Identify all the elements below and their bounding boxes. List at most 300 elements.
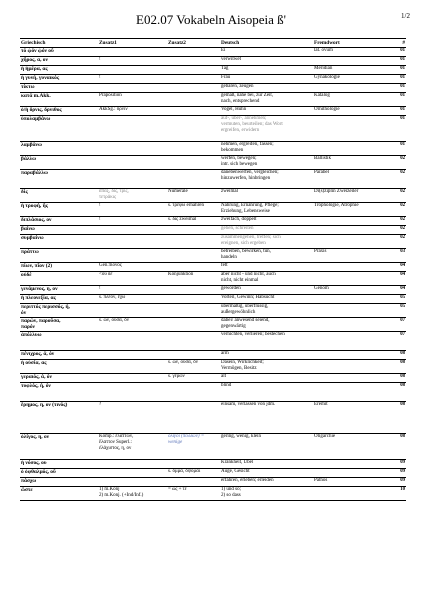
deutsch-text: fett: [221, 263, 228, 268]
zusatz1-text: ?: [99, 402, 102, 407]
zusatz2-cell: [167, 226, 220, 235]
zusatz1-cell: [98, 170, 167, 189]
greek-word-text: περιττός περισσός, ή,: [21, 304, 70, 310]
fremdwort-text: Ornithologie: [314, 107, 340, 112]
deutsch-cell: [220, 249, 313, 263]
zusatz1-cell: [98, 332, 167, 351]
deutsch-cell: [220, 263, 313, 272]
deutsch-cell: [220, 57, 313, 66]
zusatz2-cell: [167, 295, 220, 304]
row-number-cell: 01: [397, 48, 406, 57]
table-row: [20, 332, 406, 351]
row-number-cell: 08: [397, 351, 406, 360]
greek-word-cell: [20, 203, 98, 217]
row-number-cell: 02: [397, 156, 406, 170]
greek-word-text: ὀλίγος, η, ον: [21, 434, 50, 440]
fremdwort-cell: [313, 217, 397, 226]
deutsch-cell: [220, 469, 313, 478]
greek-word-cell: [20, 402, 98, 434]
table-row: [20, 469, 406, 478]
table-row: [20, 487, 406, 501]
greek-word-text: πάσχω: [21, 478, 37, 484]
fremdwort-cell: [313, 263, 397, 272]
column-header-deutsch: Deutsch: [220, 39, 313, 48]
row-number-cell: 04: [397, 272, 406, 286]
deutsch-text: außergewöhnlich: [221, 310, 256, 316]
table-row: [20, 66, 406, 75]
greek-word-text: συμβαίνω: [21, 235, 44, 241]
greek-word-cell: [20, 107, 98, 116]
table-row: [20, 226, 406, 235]
fremdwort-text: Oligarchie: [314, 434, 336, 439]
zusatz1-text: 1) m.Konj: [99, 487, 120, 492]
deutsch-cell: [220, 332, 313, 351]
zusatz1-cell: [98, 249, 167, 263]
row-number-cell: 01: [397, 107, 406, 116]
greek-word-text: λαμβάνω: [21, 142, 42, 148]
zusatz1-text: 2) m.Konj. (+Ind/Inf.): [99, 493, 144, 499]
zusatz2-text: s. ὄμμα, ὄψομαι: [168, 469, 201, 474]
greek-word-cell: [20, 226, 98, 235]
deutsch-text: zusammengehen, treffen; sich: [221, 235, 281, 240]
zusatz1-text: !: [99, 203, 101, 208]
deutsch-cell: [220, 203, 313, 217]
deutsch-text: 1) und so;: [221, 487, 241, 492]
deutsch-text: gegenwärtig: [221, 324, 246, 330]
deutsch-cell: [220, 217, 313, 226]
deutsch-text: nach, entsprechend: [221, 99, 260, 105]
deutsch-text: blind: [221, 383, 232, 388]
zusatz1-text: Komp.: ἐλάττων,: [99, 434, 134, 439]
greek-word-cell: [20, 57, 98, 66]
deutsch-cell: [220, 142, 313, 156]
deutsch-text: ereignen, sich ergeben: [221, 241, 266, 247]
zusatz1-cell: [98, 318, 167, 332]
greek-word-text: γενάμενος, η, ον: [21, 286, 58, 292]
row-number-cell: 03: [397, 249, 406, 263]
fremdwort-text: Trophologie, Atrophie: [314, 203, 359, 208]
row-number-cell: 09: [397, 478, 406, 487]
table-row: [20, 460, 406, 469]
table-row: [20, 374, 406, 383]
greek-word-cell: [20, 304, 98, 318]
zusatz1-cell: [98, 142, 167, 156]
fremdwort-cell: [313, 434, 397, 460]
zusatz2-cell: [167, 93, 220, 107]
deutsch-text: gering, wenig, klein: [221, 434, 261, 439]
zusatz1-cell: [98, 263, 167, 272]
zusatz2-cell: [167, 304, 220, 318]
greek-word-cell: [20, 469, 98, 478]
greek-word-text: κατά m.Akk.: [21, 93, 51, 99]
zusatz1-cell: [98, 434, 167, 460]
deutsch-text: betreiben, bewirken, tun,: [221, 249, 271, 254]
greek-word-cell: [20, 351, 98, 360]
greek-word-text: πράττω: [21, 249, 39, 255]
deutsch-text: auf-, über-, annehmen;: [221, 116, 267, 121]
greek-word-text: τό ᾠόν ᾠόν οὗ: [21, 48, 54, 54]
zusatz2-cell: [167, 48, 220, 57]
fremdwort-cell: [313, 203, 397, 217]
deutsch-text: gemäß, nahe bei, zur Zeit,: [221, 93, 274, 98]
deutsch-text: Dasein, Wirklichkeit;: [221, 360, 264, 365]
fremdwort-text: Katalog: [314, 93, 330, 98]
fremdwort-text: Parabel: [314, 170, 329, 175]
zusatz1-text: ἐλάχιστος, η, ον: [99, 446, 132, 452]
fremdwort-cell: [313, 235, 397, 249]
greek-word-text: δίς: [21, 189, 28, 195]
table-row: [20, 107, 406, 116]
deutsch-text: Auge, Gesicht: [221, 469, 250, 474]
row-number-cell: 07: [397, 318, 406, 332]
column-header-fremdwort: Fremdwort: [313, 39, 397, 48]
greek-word-cell: [20, 374, 98, 383]
fremdwort-text: lat. ovum: [314, 48, 333, 53]
deutsch-text: erfahren, erleben; erleiden: [221, 478, 274, 483]
greek-word-cell: [20, 170, 98, 189]
deutsch-text: werfen, bewegen;: [221, 156, 257, 161]
table-row: [20, 48, 406, 57]
row-number-cell: 02: [397, 217, 406, 226]
greek-word-cell: [20, 189, 98, 203]
deutsch-text: arm: [221, 351, 229, 356]
greek-word-cell: [20, 478, 98, 487]
fremdwort-cell: [313, 351, 397, 360]
deutsch-cell: [220, 84, 313, 93]
table-row: [20, 263, 406, 272]
zusatz1-text: ἅπαξ, δίς, τρίς,: [99, 189, 129, 194]
zusatz2-text: Numerale: [168, 189, 188, 194]
zusatz1-cell: [98, 235, 167, 249]
zusatz1-cell: [98, 351, 167, 360]
greek-word-text: ἡ τροφή, ῆς: [21, 203, 48, 209]
fremdwort-text: Gynäkologie: [314, 75, 340, 80]
greek-word-text: ὁ/ἡ ὄρνις, ὄρνιθος: [21, 107, 62, 113]
row-number-cell: 10: [397, 487, 406, 501]
zusatz1-cell: [98, 48, 167, 57]
greek-word-text: οὐδέ: [21, 272, 32, 278]
greek-word-cell: [20, 272, 98, 286]
row-number-cell: 05: [397, 295, 406, 304]
table-row: [20, 203, 406, 217]
fremdwort-text: Pathos: [314, 478, 328, 483]
greek-word-text: χῆρος, α, ον: [21, 57, 48, 63]
row-number-cell: 08: [397, 360, 406, 374]
zusatz2-cell: [167, 434, 220, 460]
fremdwort-cell: [313, 142, 397, 156]
deutsch-text: Vogel, Huhn: [221, 107, 247, 112]
deutsch-cell: [220, 107, 313, 116]
zusatz1-cell: [98, 203, 167, 217]
fremdwort-text: Meridian: [314, 66, 333, 71]
zusatz1-text: ἔλαττον Superl.:: [99, 440, 132, 446]
deutsch-text: nicht, nicht einmal: [221, 278, 259, 284]
deutsch-text: gebären, zeugen: [221, 84, 254, 89]
deutsch-cell: [220, 487, 313, 501]
deutsch-cell: [220, 272, 313, 286]
zusatz2-cell: [167, 75, 220, 84]
deutsch-cell: [220, 460, 313, 469]
table-row: [20, 434, 406, 460]
zusatz1-text: s. ὤν, οὖσα, ὄν: [99, 318, 130, 323]
zusatz2-cell: [167, 66, 220, 75]
deutsch-text: Tag: [221, 66, 229, 71]
fremdwort-cell: [313, 360, 397, 374]
zusatz1-cell: [98, 478, 167, 487]
table-row: [20, 383, 406, 402]
row-number-cell: 01: [397, 93, 406, 107]
deutsch-text: 2) so dass: [221, 493, 241, 499]
row-number-cell: 01: [397, 84, 406, 93]
zusatz1-text: s. πλέον, ἔχω: [99, 295, 126, 300]
zusatz2-cell: [167, 469, 220, 478]
zusatz2-text: s. τρέφω ernähren: [168, 203, 204, 208]
deutsch-text: nehmen, ergreifen, fassen;: [221, 142, 274, 147]
fremdwort-cell: [313, 75, 397, 84]
table-row: [20, 402, 406, 434]
zusatz1-text: τετράκις: [99, 195, 117, 201]
fremdwort-cell: [313, 107, 397, 116]
zusatz2-cell: [167, 460, 220, 469]
fremdwort-cell: [313, 469, 397, 478]
deutsch-text: hinzuwerfen, hinbringen: [221, 176, 271, 182]
zusatz2-cell: [167, 487, 220, 501]
zusatz2-cell: [167, 374, 220, 383]
fremdwort-cell: [313, 295, 397, 304]
fremdwort-cell: [313, 478, 397, 487]
deutsch-cell: [220, 295, 313, 304]
row-number-cell: 04: [397, 263, 406, 272]
table-row: [20, 249, 406, 263]
fremdwort-cell: [313, 374, 397, 383]
table-row: [20, 360, 406, 374]
zusatz1-text: Präposition: [99, 93, 122, 98]
greek-word-text: ἡ νόσος, ου: [21, 460, 47, 466]
greek-word-text: ἡ ἡμέρα, ας: [21, 66, 48, 72]
deutsch-text: vernichten, verlieren; bestechen: [221, 332, 285, 337]
table-row: [20, 318, 406, 332]
deutsch-text: Vorteil, Gewinn; Habsucht: [221, 295, 275, 300]
zusatz1-text: AkkSg.: ὄρνιν: [99, 107, 128, 112]
fremdwort-cell: [313, 84, 397, 93]
greek-word-text: πένιχρος, ά, όν: [21, 351, 55, 357]
greek-word-text: ἡ γυνή, γυναικός: [21, 75, 60, 81]
table-row: [20, 116, 406, 142]
column-header-number: #: [397, 39, 406, 48]
zusatz2-cell: [167, 351, 220, 360]
zusatz2-cell: [167, 383, 220, 402]
vocabulary-body: [20, 48, 406, 501]
deutsch-text: bekommen: [221, 148, 244, 154]
greek-word-text: τυφλός, ή, όν: [21, 383, 51, 389]
row-number-cell: 08: [397, 434, 406, 460]
greek-word-cell: [20, 286, 98, 295]
zusatz1-cell: [98, 107, 167, 116]
greek-word-text: γεραιός, ά, όν: [21, 374, 52, 380]
deutsch-text: dabei/ anwesend seiend,: [221, 318, 270, 323]
zusatz1-cell: [98, 93, 167, 107]
table-row: [20, 478, 406, 487]
table-row: [20, 84, 406, 93]
greek-word-cell: [20, 75, 98, 84]
table-row: [20, 272, 406, 286]
zusatz2-cell: [167, 189, 220, 203]
greek-word-cell: [20, 434, 98, 460]
column-header-zusatz1: Zusatz1: [98, 39, 167, 48]
fremdwort-cell: [313, 249, 397, 263]
greek-word-cell: [20, 84, 98, 93]
greek-word-text: ἔρημος, η, ον (τινός): [21, 402, 68, 408]
greek-word-cell: [20, 263, 98, 272]
zusatz2-cell: [167, 263, 220, 272]
row-number-cell: 01: [397, 142, 406, 156]
row-number-cell: 01: [397, 116, 406, 142]
deutsch-text: verwitwet: [221, 57, 241, 62]
row-number-cell: 01: [397, 75, 406, 84]
zusatz1-text: <οὐ δέ: [99, 272, 113, 277]
fremdwort-cell: [313, 304, 397, 318]
fremdwort-cell: [313, 57, 397, 66]
zusatz1-cell: [98, 304, 167, 318]
column-header-zusatz2: Zusatz2: [167, 39, 220, 48]
row-number-cell: 05: [397, 304, 406, 318]
zusatz2-cell: [167, 360, 220, 374]
zusatz2-cell: [167, 142, 220, 156]
zusatz2-cell: [167, 478, 220, 487]
zusatz1-cell: [98, 57, 167, 66]
zusatz2-cell: [167, 318, 220, 332]
deutsch-text: handeln: [221, 255, 237, 261]
zusatz1-cell: [98, 374, 167, 383]
greek-word-cell: [20, 249, 98, 263]
deutsch-text: zweimal: [221, 189, 238, 194]
deutsch-cell: [220, 170, 313, 189]
table-row: [20, 295, 406, 304]
deutsch-text: alt: [221, 374, 226, 379]
zusatz2-cell: [167, 107, 220, 116]
greek-word-cell: [20, 318, 98, 332]
table-row: [20, 286, 406, 295]
deutsch-text: Erziehung, Lebensweise: [221, 209, 270, 215]
deutsch-cell: [220, 116, 313, 142]
zusatz2-cell: [167, 170, 220, 189]
zusatz1-cell: [98, 217, 167, 226]
row-number-cell: 08: [397, 374, 406, 383]
zusatz2-cell: [167, 116, 220, 142]
fremdwort-cell: [313, 93, 397, 107]
greek-word-text: τίκτω: [21, 84, 35, 90]
greek-word-text: ὑπολαμβάνω: [21, 116, 51, 122]
fremdwort-cell: [313, 66, 397, 75]
greek-word-cell: [20, 116, 98, 142]
deutsch-text: einsam, verlassen von jdm.: [221, 402, 276, 407]
row-number-cell: 08: [397, 402, 406, 434]
fremdwort-text: Ballistik: [314, 156, 331, 161]
zusatz2-text: s. γέρων: [168, 374, 185, 379]
greek-word-cell: [20, 66, 98, 75]
zusatz2-cell: [167, 249, 220, 263]
deutsch-cell: [220, 402, 313, 434]
column-header-greek: Griechisch: [20, 39, 98, 48]
row-number-cell: 07: [397, 332, 406, 351]
deutsch-cell: [220, 66, 313, 75]
zusatz1-cell: [98, 116, 167, 142]
zusatz1-cell: [98, 75, 167, 84]
zusatz2-text: s. δίς zweimal: [168, 217, 197, 222]
row-number-cell: 02: [397, 189, 406, 203]
zusatz2-cell: [167, 235, 220, 249]
table-row: [20, 217, 406, 226]
greek-word-cell: [20, 360, 98, 374]
fremdwort-cell: [313, 226, 397, 235]
row-number-cell: 09: [397, 469, 406, 478]
table-row: [20, 57, 406, 66]
table-row: [20, 75, 406, 84]
table-row: [20, 93, 406, 107]
deutsch-cell: [220, 93, 313, 107]
vocabulary-table: [20, 38, 406, 501]
fremdwort-text: Eremit: [314, 402, 328, 407]
page-number: 1/2: [401, 12, 410, 20]
fremdwort-text: Genom: [314, 286, 329, 291]
zusatz1-cell: [98, 286, 167, 295]
fremdwort-cell: [313, 48, 397, 57]
table-row: [20, 351, 406, 360]
deutsch-cell: [220, 156, 313, 170]
fremdwort-cell: [313, 272, 397, 286]
fremdwort-cell: [313, 460, 397, 469]
zusatz1-text: Gen.πίονος: [99, 263, 122, 268]
table-row: [20, 142, 406, 156]
fremdwort-cell: [313, 487, 397, 501]
deutsch-text: ergreifen, erwidern: [221, 128, 260, 134]
fremdwort-cell: [313, 332, 397, 351]
greek-word-text: ὥστε: [21, 487, 33, 493]
greek-word-text: παρόν: [21, 324, 35, 331]
greek-word-text: όν: [21, 310, 27, 317]
table-row: [20, 189, 406, 203]
deutsch-cell: [220, 235, 313, 249]
zusatz2-cell: [167, 286, 220, 295]
row-number-cell: 02: [397, 226, 406, 235]
deutsch-text: gehen, schreiten: [221, 226, 254, 231]
deutsch-cell: [220, 478, 313, 487]
zusatz1-cell: [98, 460, 167, 469]
fremdwort-text: Praxis: [314, 249, 327, 254]
header-row: [20, 39, 406, 48]
row-number-cell: 02: [397, 203, 406, 217]
fremdwort-cell: [313, 189, 397, 203]
deutsch-text: vermuten, beurteilen; das Wort: [221, 122, 283, 128]
greek-word-cell: [20, 142, 98, 156]
zusatz1-cell: [98, 383, 167, 402]
zusatz2-cell: [167, 57, 220, 66]
greek-word-cell: [20, 156, 98, 170]
greek-word-text: ἀπόλλυω: [21, 332, 42, 338]
fremdwort-cell: [313, 170, 397, 189]
zusatz1-text: !: [99, 57, 101, 62]
greek-word-cell: [20, 383, 98, 402]
zusatz1-cell: [98, 66, 167, 75]
greek-word-cell: [20, 295, 98, 304]
deutsch-text: aber nicht - und nicht, auch: [221, 272, 276, 277]
zusatz2-cell: [167, 272, 220, 286]
zusatz2-text: Konjunktion: [168, 272, 194, 277]
zusatz1-text: !: [99, 217, 101, 222]
deutsch-cell: [220, 434, 313, 460]
zusatz1-cell: [98, 360, 167, 374]
greek-word-text: παρών, παροῦσα,: [21, 318, 61, 324]
